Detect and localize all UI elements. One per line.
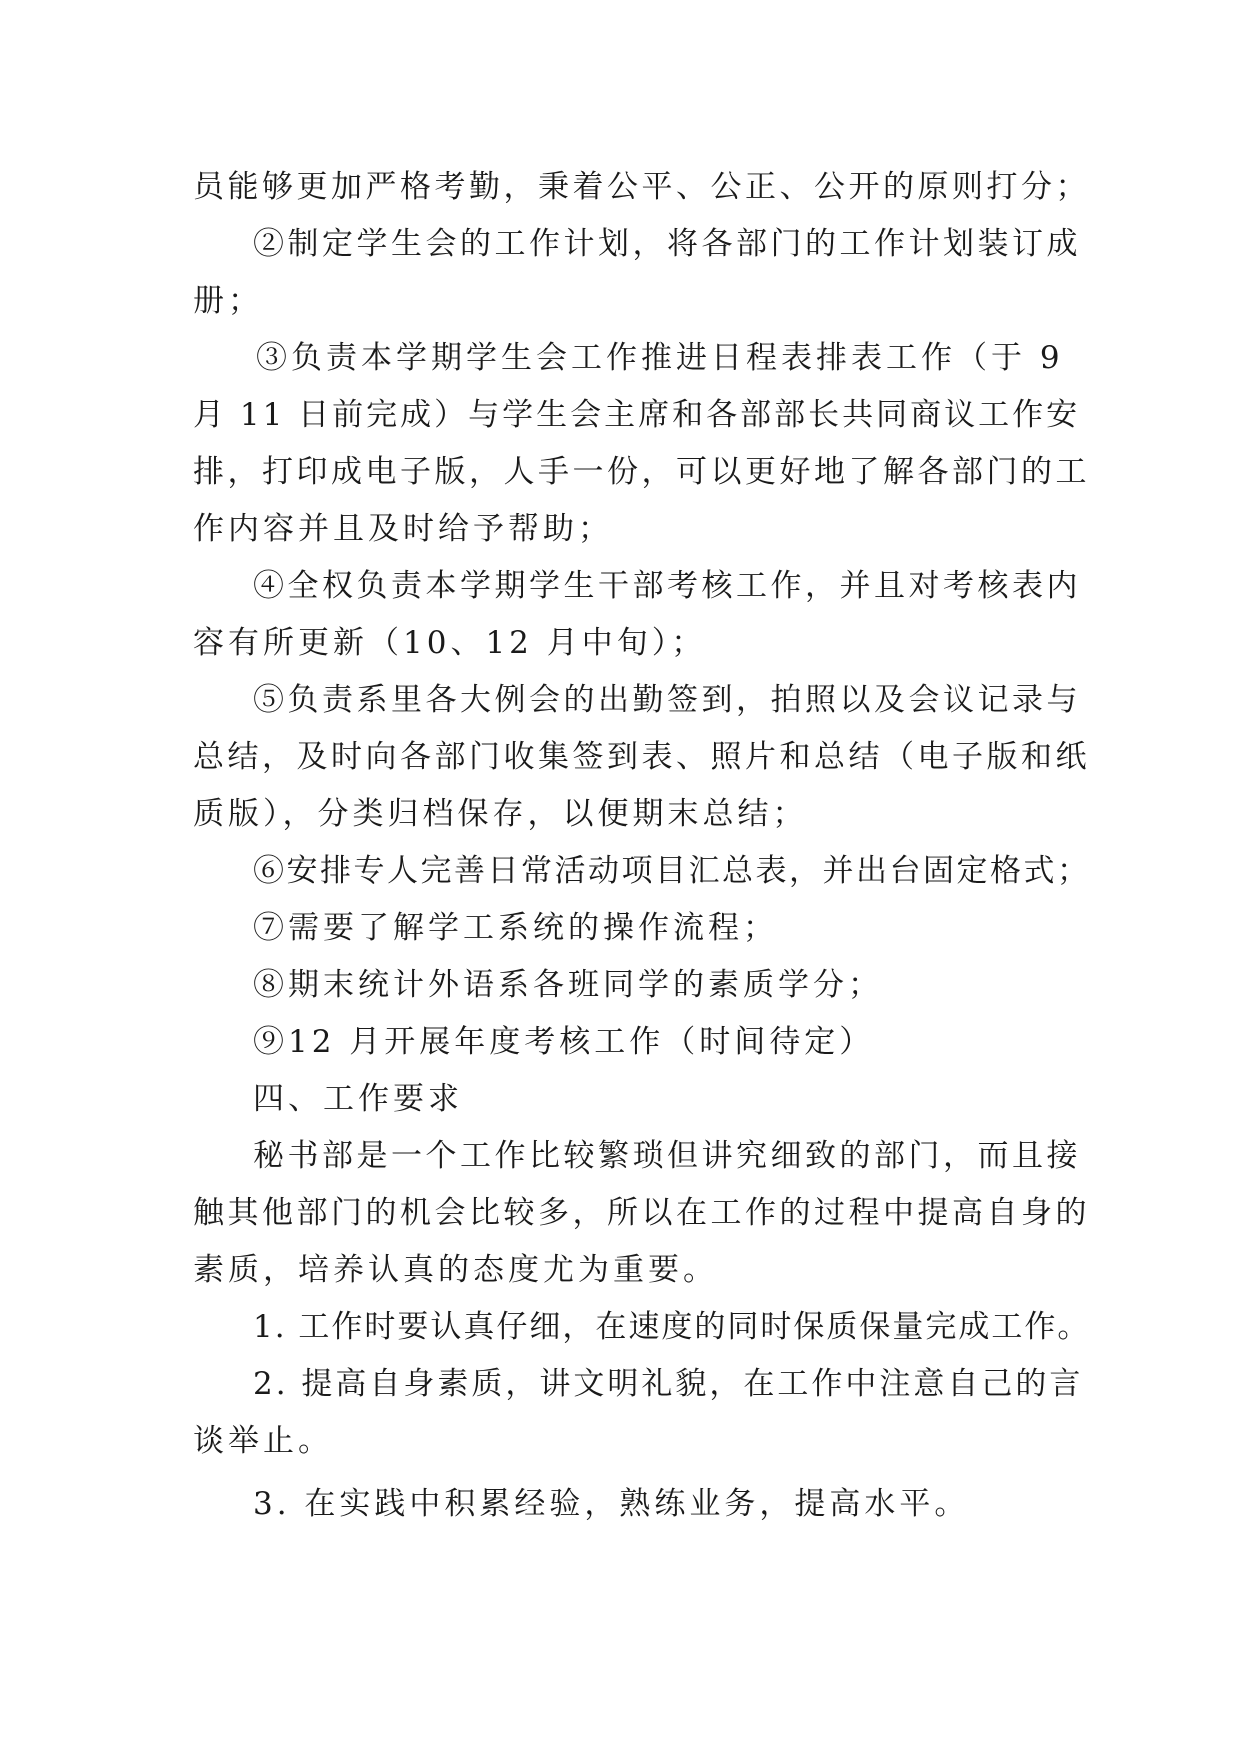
text-line: 排，打印成电子版，人手一份，可以更好地了解各部门的工 <box>193 454 1090 490</box>
text-line: 总结，及时向各部门收集签到表、照片和总结（电子版和纸 <box>193 739 1090 775</box>
text-line: 月 11 日前完成）与学生会主席和各部部长共同商议工作安 <box>193 397 1081 433</box>
text-line: ⑥安排专人完善日常活动项目汇总表，并出台固定格式； <box>253 853 1091 889</box>
text-line: 3. 在实践中积累经验，熟练业务，提高水平。 <box>253 1486 970 1522</box>
section-heading: 四、工作要求 <box>253 1081 463 1117</box>
text-line: ⑤负责系里各大例会的出勤签到，拍照以及会议记录与 <box>253 682 1081 718</box>
text-line: 2. 提高自身素质，讲文明礼貌，在工作中注意自己的言 <box>253 1366 1084 1402</box>
text-line: 员能够更加严格考勤，秉着公平、公正、公开的原则打分； <box>193 169 1090 205</box>
text-line: ⑨12 月开展年度考核工作（时间待定） <box>253 1024 875 1060</box>
text-line: ⑦需要了解学工系统的操作流程； <box>253 910 778 946</box>
text-line: ③负责本学期学生会工作推进日程表排表工作（于 9 <box>256 340 1064 376</box>
text-line: 素质，培养认真的态度尤为重要。 <box>193 1252 718 1288</box>
text-line: 容有所更新（10、12 月中旬）； <box>193 625 707 661</box>
text-line: 秘书部是一个工作比较繁琐但讲究细致的部门，而且接 <box>253 1138 1081 1174</box>
text-line: 册； <box>193 283 263 319</box>
text-line: 作内容并且及时给予帮助； <box>193 511 613 547</box>
text-line: 质版），分类归档保存，以便期末总结； <box>193 796 808 832</box>
text-line: 谈举止。 <box>193 1423 333 1459</box>
text-line: ②制定学生会的工作计划，将各部门的工作计划装订成 <box>253 226 1081 262</box>
text-line: 1. 工作时要认真仔细，在速度的同时保质保量完成工作。 <box>253 1309 1091 1345</box>
text-line: ⑧期末统计外语系各班同学的素质学分； <box>253 967 883 1003</box>
text-line: 触其他部门的机会比较多，所以在工作的过程中提高自身的 <box>193 1195 1090 1231</box>
text-line: ④全权负责本学期学生干部考核工作，并且对考核表内 <box>253 568 1081 604</box>
